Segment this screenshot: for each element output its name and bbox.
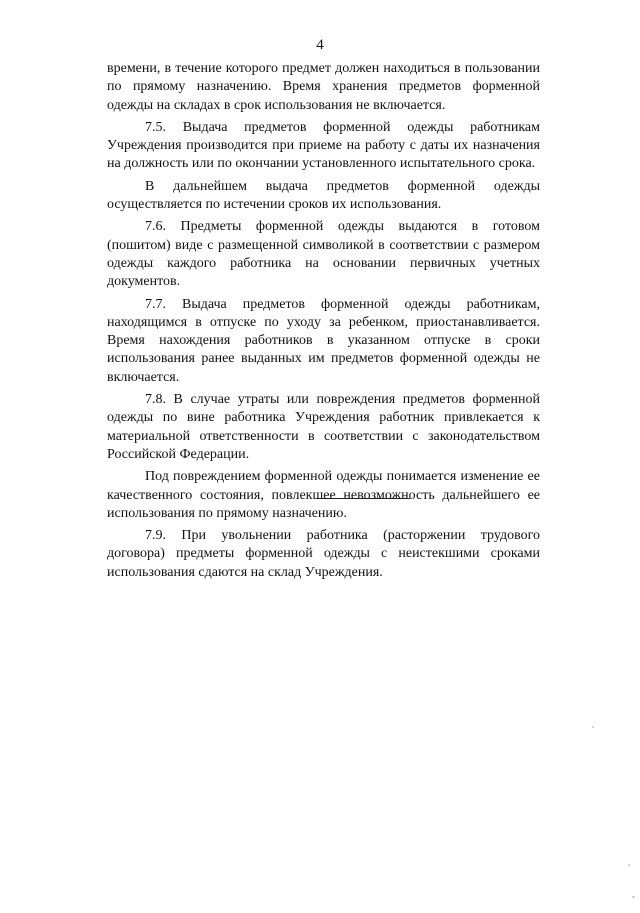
paragraph-7-8: 7.8. В случае утраты или повреждения предметов форменной одежды по вине работника Учреждения работник привлекается к материальной ответственности в соответствии с законодательством Российской Федерации. [107, 392, 540, 462]
paragraph-continuation: времени, в течение которого предмет должен находиться в пользовании по прямому назначению. Время хранения предметов форменной одежды на складах в срок использования не включается. [107, 61, 540, 113]
paragraph-7-9: 7.9. При увольнении работника (расторжении трудового договора) предметы форменной одежды с неистекшими сроками использования сдаются на склад Учреждения. [107, 528, 540, 580]
document-body [107, 60, 540, 586]
paragraph-7-8-damage-definition: Под повреждением форменной одежды понимается изменение ее качественного состояния, повлекшее невозможность дальнейшего ее использования по прямому назначению. [107, 469, 540, 521]
paragraph-7-5-further-issue: В дальнейшем выдача предметов форменной одежды осуществляется по истечении сроков их использования. [107, 178, 540, 213]
page-number: 4 [316, 37, 324, 53]
end-of-text-rule [316, 498, 410, 499]
scan-speck [632, 896, 635, 898]
paragraph-7-6: 7.6. Предметы форменной одежды выдаются в готовом (пошитом) виде с размещенной символикой в соответствии с размером одежды каждого работника на основании первичных учетных документов. [107, 219, 540, 290]
paragraph-7-5: 7.5. Выдача предметов форменной одежды работникам Учреждения производится при приеме на работу с даты их назначения на должность или по окончании установленного испытательного срока. [107, 119, 540, 172]
paragraph-7-7: 7.7. Выдача предметов форменной одежды работникам, находящимся в отпуске по уходу за ребенком, приостанавливается. Время нахождения работников в указанном отпуске в сроки использования ранее выданных им предметов форменной одежды не включается. [107, 296, 540, 385]
scan-speck [592, 726, 594, 728]
scan-speck [628, 864, 630, 866]
